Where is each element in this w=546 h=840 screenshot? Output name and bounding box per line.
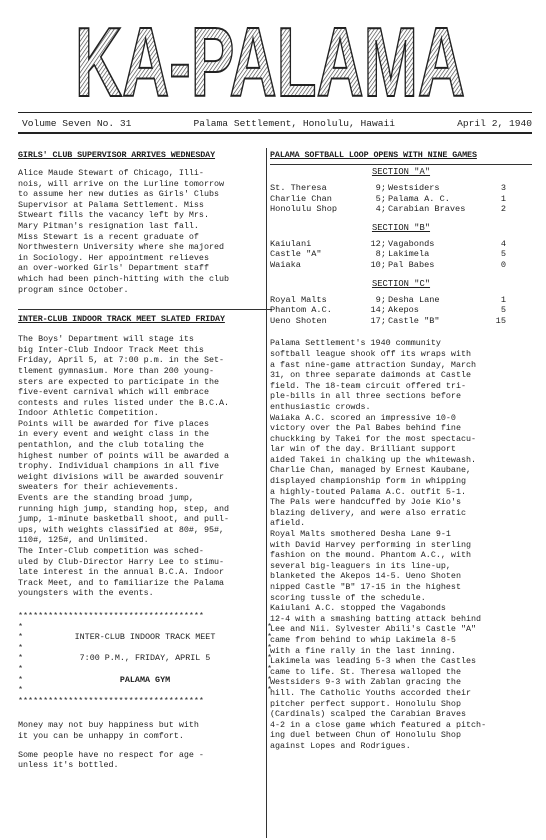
- story-track-meet-p3: Events are the standing broad jump, running high jump, standing hop, step, and jump, 1-minute basketball shoot, and pull- ups, with weights classified at 80#, 95#, 110#, 125#, and Unlimited.: [18, 493, 230, 546]
- box-right-border: * * * * * * *: [266, 621, 272, 696]
- box-event-time: 7:00 P.M., FRIDAY, APRIL 5: [79, 653, 211, 664]
- masthead-title: KA-PALAMA: [75, 8, 465, 108]
- box-bottom-border: *************************************: [18, 695, 204, 706]
- headline-track-meet: INTER-CLUB INDOOR TRACK MEET SLATED FRIDAY: [18, 314, 225, 325]
- story-softball-p3: Royal Malts smothered Desha Lane 9-1 with David Harvey performing in sterling fashion on the mound. Phantom A.C., with several big-leaguers in its line-up, blanketed the Akepos 14-5. Ueno Shoten nipped Castle "B" 17-15 in the highest scoring tussle of the schedule.: [270, 529, 472, 603]
- score-row: Charlie Chan 5; Palama A. C. 1: [270, 193, 506, 204]
- headline-girls-club: GIRLS' CLUB SUPERVISOR ARRIVES WEDNESDAY: [18, 150, 216, 160]
- story-track-meet-p2: Points will be awarded for five places in every event and weight class in the pentathlon, and the club totaling the highest number of points will be awarded a trophy. Individual champions in all five weight divisions will be awarded souvenir sweaters for their achievements.: [18, 418, 230, 493]
- box-top-border: *************************************: [18, 610, 204, 621]
- headline-softball: PALAMA SOFTBALL LOOP OPENS WITH NINE GAMES: [270, 150, 477, 160]
- section-c-scores: [270, 295, 532, 327]
- section-c-title: SECTION "C": [371, 278, 431, 289]
- story-girls-club-p1: Alice Maude Stewart of Chicago, Illi- nois, will arrive on the Lurline tomorrow to assume her new duties as Girls' Clubs Supervisor at Palama Settlement. Miss Stweart fills the vacancy left by Mrs. Mary Pitman's resignation last fall.: [18, 168, 225, 231]
- section-a-title: SECTION "A": [371, 167, 431, 177]
- section-b-title: SECTION "B": [371, 222, 431, 233]
- score-row: Castle "A" 8; Lakimela 5: [270, 249, 506, 260]
- masthead-logo: [70, 8, 470, 108]
- story-softball-p1: Palama Settlement's 1940 community softball league shook off its wraps with a fast nine-game attraction Sunday, March 31, on three separate daimonds at Castle field. The 18-team circuit offered tri- ple-bills in all three sections before enthusiastic crowds.: [270, 338, 477, 412]
- filler-quote-happiness: Money may not buy happiness but with it you can be unhappy in comfort.: [18, 720, 199, 741]
- masthead: [70, 8, 470, 108]
- score-row: Ueno Shoten 17; Castle "B" 15: [270, 315, 506, 326]
- box-left-border: * * * * * * *: [18, 621, 24, 696]
- story-softball-p4: Kaiulani A.C. stopped the Vagabonds 12-4 with a smashing batting attack behind Lee and Nii. Sylvester Abili's Castle "A" came from behind to whip Lakimela 8-5 with a fine rally in the last inning. Lakimela was leading 5-3 when the Castles came to life. St. Theresa walloped the Westsiders 9-3 with Zablan gracing the hill. The Catholic Youths accorded their pitcher perfect support. Honolulu Shop (Cardinals) scalped the Carabian Braves 4-2 in a close game which featured a pitch- ing duel between Chun of Honolulu Shop against Lopes and Rodrigues.: [270, 603, 487, 751]
- story-softball-p2: Waiaka A.C. scored an impressive 10-0 victory over the Pal Babes behind fine chuckking by Takei for the most spectacu- lar win of the day. Brilliant support aided Takei in chalking up the whitewash. Charlie Chan, managed by Ernest Kaubane, displayed championship form in whipping a highly-touted Palama A.C. outfit 5-1. The Pals were handcuffed by Joie Kio's blazing delivery, and were also erratic afield.: [270, 412, 477, 529]
- section-a-scores: [270, 183, 532, 215]
- top-rule: [18, 112, 532, 113]
- box-event-title: INTER-CLUB INDOOR TRACK MEET: [74, 632, 216, 643]
- box-event-venue: PALAMA GYM: [119, 674, 171, 685]
- story-girls-club-p2: Miss Stewart is a recent graduate of Northwestern University where she majored in Sociology. Her appointment relieves an over-worked Girls' Department staff which had been pinch-hitting with the club program since October.: [18, 231, 230, 295]
- publisher-place: Palama Settlement, Honolulu, Hawaii: [193, 118, 396, 129]
- score-row: Royal Malts 9; Desha Lane 1: [270, 294, 506, 305]
- story-track-meet-p1: The Boys' Department will stage its big Inter-Club Indoor Track Meet this Friday, April 5, at 7:00 p.m. in the Set- tlement gymnasium. More than 200 young- sters are expected to participate in the five-event carnival which will embrace contests and rules listed under the B.C.A. Indoor Athletic Competition.: [18, 334, 230, 419]
- filler-quote-age: Some people have no respect for age - unless it's bottled.: [18, 749, 204, 771]
- score-row: Kaiulani 12; Vagabonds 4: [270, 238, 506, 249]
- right-column: [270, 150, 532, 752]
- score-row: Waiaka 10; Pal Babes 0: [270, 259, 506, 270]
- volume-number: Volume Seven No. 31: [22, 118, 132, 129]
- issue-date: April 2, 1940: [457, 118, 532, 129]
- section-b-scores: [270, 239, 532, 271]
- issue-line: [22, 118, 532, 129]
- story-track-meet-p4: The Inter-Club competition was sched- uled by Club-Director Harry Lee to stimu- late interest in the annual B.C.A. Indoor Track Meet, and to familiarize the Palama youngsters with the events.: [18, 546, 225, 599]
- issue-rule: [18, 132, 532, 134]
- score-row: St. Theresa 9; Westsiders 3: [270, 183, 506, 193]
- announcement-box: [18, 611, 272, 706]
- score-row: Phantom A.C. 14; Akepos 5: [270, 305, 506, 316]
- left-column: [18, 150, 272, 771]
- score-row: Honolulu Shop 4; Carabian Braves 2: [270, 204, 506, 215]
